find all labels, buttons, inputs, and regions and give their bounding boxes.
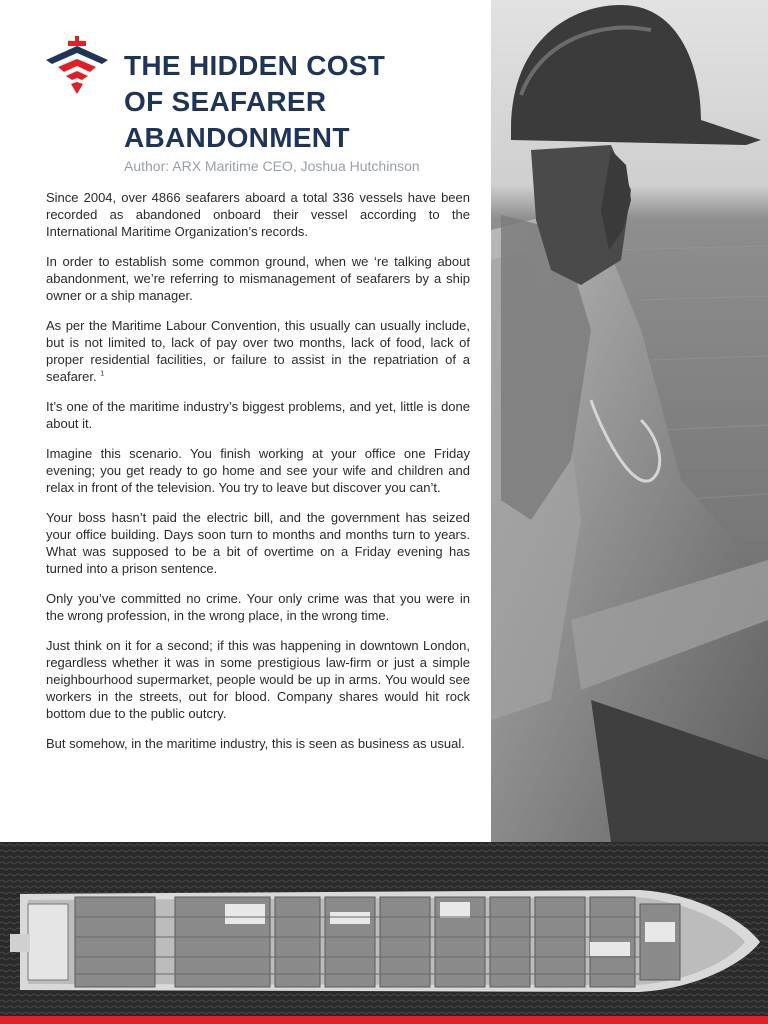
title-line-1: THE HIDDEN COST: [124, 50, 386, 81]
arx-maritime-logo: [46, 36, 108, 96]
paragraph-3-text: As per the Maritime Labour Convention, this usually can usually include, but is not limited to, lack of pay over two months, lack of food, lack of proper residential facilities, or failure to assist in the repatriation of a seafarer.: [46, 318, 470, 384]
title-line-2: OF SEAFARER: [124, 86, 327, 117]
container-ship-aerial-photo: [0, 842, 768, 1016]
paragraph-5: Imagine this scenario. You finish working at your office one Friday evening; you get ready to go home and see your wife and children and relax in front of the television. You try to leave but discover you can’t.: [46, 446, 470, 495]
footnote-marker: 1: [100, 370, 105, 378]
article-title: [124, 48, 474, 156]
paragraph-3: [46, 317, 470, 385]
paragraph-1: Since 2004, over 4866 seafarers aboard a total 336 vessels have been recorded as abandoned onboard their vessel according to the International Maritime Organization’s records.: [46, 190, 470, 239]
paragraph-6: Your boss hasn’t paid the electric bill, and the government has seized your office building. Days soon turn to months and months turn to years. What was supposed to be a bit of overtime on a Friday evening has turned into a prison sentence.: [46, 510, 470, 576]
author-byline: Author: ARX Maritime CEO, Joshua Hutchinson: [124, 158, 420, 174]
footer-red-stripe: [0, 1016, 768, 1024]
paragraph-9: But somehow, in the maritime industry, this is seen as business as usual.: [46, 736, 465, 751]
article-body: [46, 189, 470, 765]
seafarer-portrait-photo: [491, 0, 768, 842]
paragraph-8: Just think on it for a second; if this was happening in downtown London, regardless whether it was in some prestigious law-firm or just a simple neighbourhood supermarket, people would be up in arms. You would see workers in the streets, out for blood. Company shares would hit rock bottom due to the public outcry.: [46, 638, 470, 721]
paragraph-7: Only you’ve committed no crime. Your only crime was that you were in the wrong profession, in the wrong place, in the wrong time.: [46, 591, 470, 623]
title-line-3: ABANDONMENT: [124, 122, 350, 153]
paragraph-2: In order to establish some common ground, when we ‘re talking about abandonment, we’re referring to mismanagement of seafarers by a ship owner or a ship manager.: [46, 254, 470, 303]
paragraph-4: It’s one of the maritime industry’s biggest problems, and yet, little is done about it.: [46, 399, 470, 431]
